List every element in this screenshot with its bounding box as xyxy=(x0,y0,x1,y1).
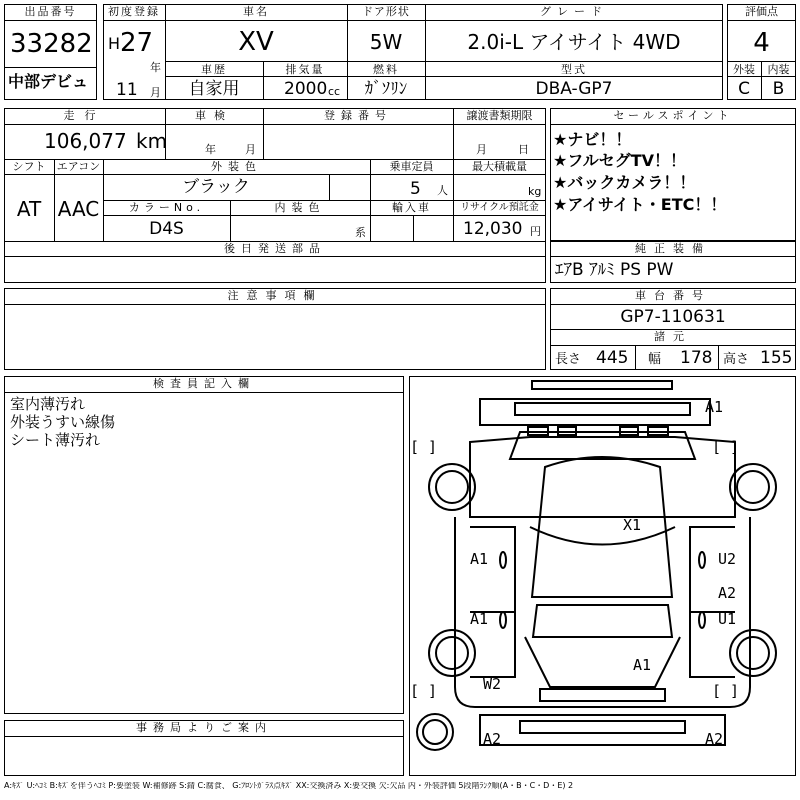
capacity-value: 5 xyxy=(410,179,421,199)
damage-mark: A1 xyxy=(470,610,489,628)
shift-label: シフト xyxy=(12,160,46,173)
history-label: 車歴 xyxy=(201,63,227,76)
length-label: 長さ xyxy=(555,352,582,367)
chassis-value: GP7-110631 xyxy=(620,307,726,327)
transfer-day-unit: 日 xyxy=(518,143,529,156)
car-outline-drawing xyxy=(410,377,795,775)
exterior-grade-label: 外装 xyxy=(733,63,755,76)
exterior-grade: C xyxy=(738,79,750,99)
recycle-value: 12,030 xyxy=(463,219,523,239)
damage-mark: A2 xyxy=(483,730,502,748)
width-label: 幅 xyxy=(648,352,662,367)
year-unit: 年 xyxy=(150,61,161,74)
transfer-label: 譲渡書類期限 xyxy=(466,109,533,122)
color-no-value: D4S xyxy=(149,219,184,239)
score-label: 評価点 xyxy=(745,5,778,18)
interior-grade-label: 内装 xyxy=(767,63,790,76)
door-value: 5W xyxy=(369,30,403,54)
height-label: 高さ xyxy=(723,352,750,367)
equipment-value: ｴｱB ｱﾙﾐ PS PW xyxy=(555,260,674,280)
recycle-unit: 円 xyxy=(530,225,541,238)
bracket-left-bottom: [ ] xyxy=(410,682,438,700)
bracket-right-top: [ ] xyxy=(712,438,740,456)
first-reg-year: 27 xyxy=(120,28,154,58)
sales-points-label: セールスポイント xyxy=(613,109,733,122)
chassis-label: 車台番号 xyxy=(635,289,711,302)
ac-label: エアコン xyxy=(56,160,101,173)
later-parts-label: 後日発送部品 xyxy=(224,242,326,255)
damage-mark: X1 xyxy=(623,516,642,534)
door-label: ドア形状 xyxy=(362,5,410,18)
displacement-unit: cc xyxy=(328,85,341,98)
model-label: 型式 xyxy=(561,63,587,76)
legend-text: A:ｷｽﾞ U:ﾍｺﾐ B:ｷｽﾞを伴うﾍｺﾐ P:要塗装 W:補修跡 S:錆 C:腐食、 G:ﾌﾛﾝﾄｶﾞﾗｽ点ｷｽﾞ XX:交換済み X:要交換 欠:欠品 内・外装評価 5段階ﾗﾝｸ順(A・B・C・D・E) 2 xyxy=(4,782,574,790)
sales-point-item: ★アイサイト・ETC！！ xyxy=(553,195,727,214)
reg-no-label: 登録番号 xyxy=(324,109,392,122)
inspector-note: 室内薄汚れ xyxy=(10,395,86,413)
damage-mark: W2 xyxy=(483,675,502,693)
model-value: DBA-GP7 xyxy=(535,79,613,99)
damage-mark: U2 xyxy=(718,550,737,568)
car-diagram xyxy=(409,376,796,776)
inspection-year-unit: 年 xyxy=(205,143,216,156)
inspector-note: シート薄汚れ xyxy=(10,431,101,449)
auction-site: 中部デビュ xyxy=(8,72,89,91)
interior-grade: B xyxy=(772,79,785,99)
width-value: 178 xyxy=(680,348,713,368)
recycle-label: リサイクル預託金 xyxy=(460,202,539,213)
int-color-label: 内装色 xyxy=(274,201,326,214)
car-name: XV xyxy=(238,27,274,57)
bracket-left-top: [ ] xyxy=(410,438,438,456)
transfer-month-unit: 月 xyxy=(476,143,487,156)
damage-mark: A2 xyxy=(718,584,737,602)
displacement-label: 排気量 xyxy=(285,63,325,76)
lot-label: 出品番号 xyxy=(24,5,77,18)
sales-point-item: ★ナビ！！ xyxy=(553,130,632,149)
damage-mark: U1 xyxy=(718,610,737,628)
equipment-label: 純正装備 xyxy=(635,242,711,255)
int-color-unit: 系 xyxy=(355,226,366,239)
grade-label: グレード xyxy=(540,5,608,18)
office-label: 事務局よりご案内 xyxy=(136,721,272,734)
sales-point-item: ★バックカメラ！！ xyxy=(553,173,696,192)
damage-mark: A2 xyxy=(705,730,724,748)
first-reg-label: 初度登録 xyxy=(108,5,160,18)
notes-label: 注意事項欄 xyxy=(227,289,323,302)
score-value: 4 xyxy=(753,28,770,58)
history-value: 自家用 xyxy=(188,79,240,99)
ext-color-label: 外装色 xyxy=(211,160,262,173)
color-no-label: カラーNo. xyxy=(128,201,205,214)
grade-value: 2.0i-L アイサイト 4WD xyxy=(467,30,681,54)
max-load-unit: kg xyxy=(528,185,542,198)
first-reg-month: 11 xyxy=(116,80,138,100)
fuel-value: ｶﾞｿﾘﾝ xyxy=(364,79,408,99)
inspector-note: 外装うすい線傷 xyxy=(10,413,116,431)
inspection-month-unit: 月 xyxy=(245,143,256,156)
capacity-label: 乗車定員 xyxy=(389,160,434,173)
shift-value: AT xyxy=(16,197,42,221)
spec-label: 諸元 xyxy=(654,330,692,343)
inspection-label: 車検 xyxy=(195,109,233,122)
bracket-right-bottom: [ ] xyxy=(712,682,740,700)
sales-point-item: ★フルセグTV！！ xyxy=(553,151,687,170)
mileage-value: 106,077 xyxy=(44,129,127,153)
damage-mark: A1 xyxy=(470,550,489,568)
capacity-unit: 人 xyxy=(437,184,448,197)
mileage-label: 走行 xyxy=(63,109,106,122)
damage-mark: A1 xyxy=(633,656,652,674)
ac-value: AAC xyxy=(57,197,100,221)
displacement-value: 2000 xyxy=(284,79,328,99)
import-label: 輸入車 xyxy=(392,201,431,214)
inspector-label: 検査員記入欄 xyxy=(153,377,255,390)
ext-color-value: ブラック xyxy=(182,177,250,197)
height-value: 155 xyxy=(760,348,793,368)
month-unit: 月 xyxy=(150,86,161,99)
car-name-label: 車名 xyxy=(243,5,269,18)
length-value: 445 xyxy=(596,348,629,368)
fuel-label: 燃料 xyxy=(373,63,399,76)
mileage-unit: km xyxy=(136,129,168,153)
lot-number: 33282 xyxy=(10,29,93,59)
damage-mark: A1 xyxy=(705,398,724,416)
era: H xyxy=(108,34,121,53)
max-load-label: 最大積載量 xyxy=(472,160,527,173)
